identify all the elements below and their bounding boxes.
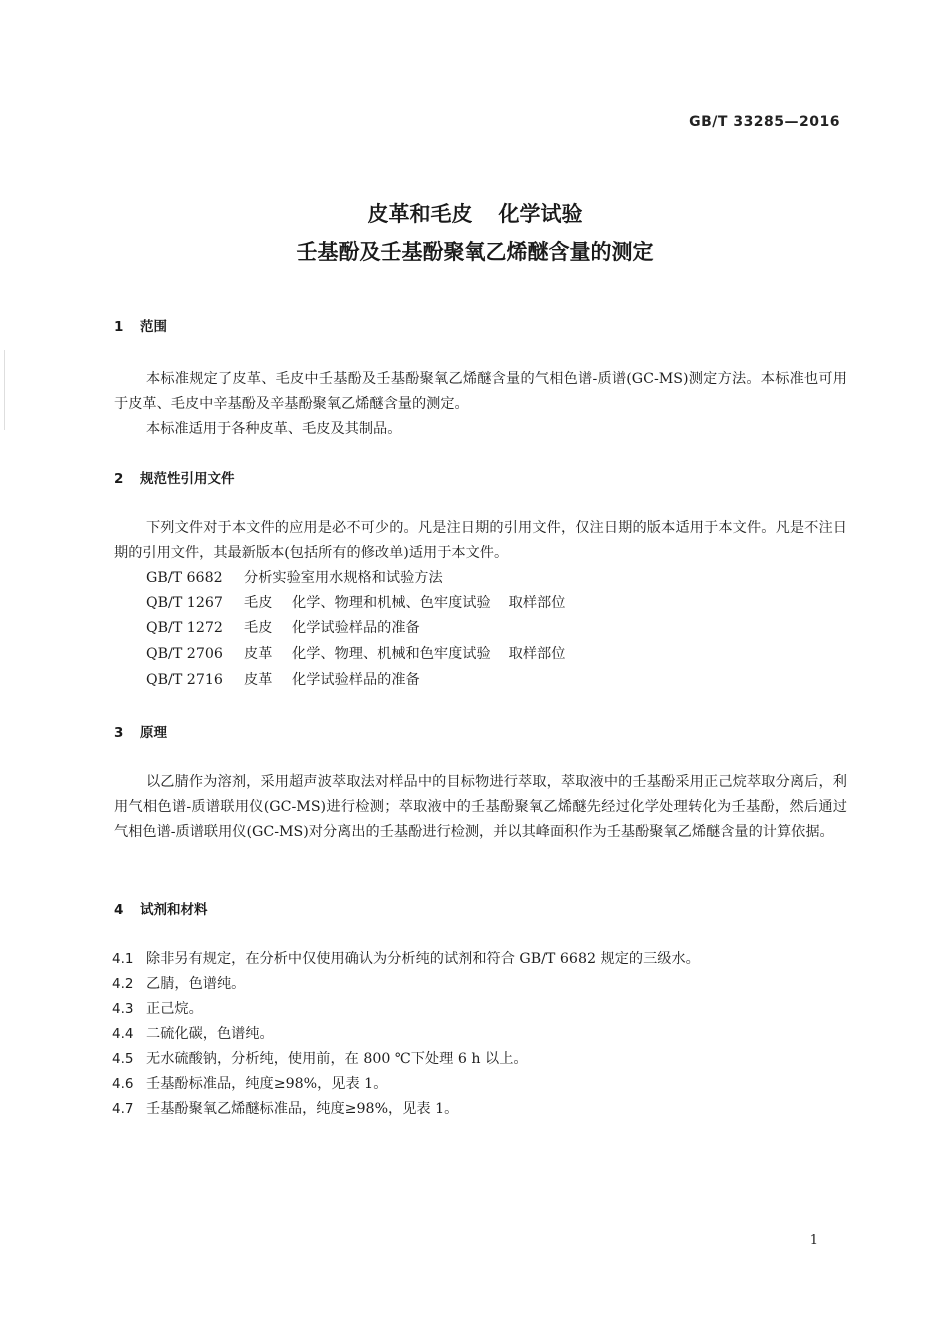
clause-number: 4.2 [112, 976, 134, 992]
section-3-paragraph-1: 以乙腈作为溶剂，采用超声波萃取法对样品中的目标物进行萃取，萃取液中的壬基酚采用正己烷萃取分离后，利用气相色谱-质谱联用仪(GC-MS)进行检测；萃取液中的壬基酚聚氧乙烯醚先经过化学处理转化为壬基酚，然后通过气相色谱-质谱联用仪(GC-MS)对分离出的壬基酚进行检测，并以其峰面积作为壬基酚聚氧乙烯醚含量的计算依据。 [114, 774, 847, 840]
section-1-paragraph-1: 本标准规定了皮革、毛皮中壬基酚及壬基酚聚氧乙烯醚含量的气相色谱-质谱(GC-MS)测定方法。本标准也可用于皮革、毛皮中辛基酚及辛基酚聚氧乙烯醚含量的测定。 [114, 371, 847, 412]
reference-item [146, 616, 420, 641]
clause-text: 壬基酚聚氧乙烯醚标准品，纯度≥98%，见表 1。 [146, 1101, 459, 1117]
reference-title: 化学、物理、机械和色牢度试验 [292, 646, 491, 662]
section-title: 试剂和材料 [140, 902, 208, 918]
section-title: 规范性引用文件 [140, 471, 235, 487]
section-1-heading [114, 315, 167, 335]
clause-item [112, 997, 847, 1022]
clause-item [112, 1097, 847, 1122]
reference-part: 毛皮 [244, 595, 273, 611]
section-4-heading [114, 898, 208, 918]
section-number: 3 [114, 725, 124, 741]
clause-text: 正己烷。 [146, 1001, 203, 1017]
title-line-2: 壬基酚及壬基酚聚氧乙烯醚含量的测定 [296, 240, 654, 264]
reference-title: 化学试验样品的准备 [292, 620, 420, 636]
clause-item [112, 1047, 847, 1072]
standard-number: GB/T 33285—2016 [689, 114, 840, 130]
reference-code: QB/T 1272 [146, 620, 223, 636]
reference-code: GB/T 6682 [146, 570, 223, 586]
reference-title: 化学试验样品的准备 [292, 672, 420, 688]
clause-number: 4.4 [112, 1026, 134, 1042]
reference-part: 皮革 [244, 646, 273, 662]
scan-binding-mark [4, 350, 9, 430]
clause-number: 4.7 [112, 1101, 134, 1117]
clause-text: 二硫化碳，色谱纯。 [146, 1026, 274, 1042]
reference-part: 皮革 [244, 672, 273, 688]
section-title: 原理 [140, 725, 167, 741]
reference-title: 化学、物理和机械、色牢度试验 [292, 595, 491, 611]
section-number: 4 [114, 902, 124, 918]
page-number: 1 [809, 1233, 818, 1248]
section-3-heading [114, 721, 167, 741]
clause-number: 4.3 [112, 1001, 134, 1017]
reference-item [146, 566, 443, 591]
reference-item [146, 642, 565, 667]
section-title: 范围 [140, 319, 167, 335]
title-part-1: 皮革和毛皮 [367, 202, 473, 226]
clause-text: 乙腈，色谱纯。 [146, 976, 246, 992]
clause-item [112, 972, 847, 997]
clause-number: 4.1 [112, 951, 134, 967]
clause-number: 4.6 [112, 1076, 134, 1092]
clause-item [112, 947, 847, 972]
reference-item [146, 668, 420, 693]
document-title [0, 195, 950, 271]
reference-code: QB/T 2716 [146, 672, 223, 688]
clause-text: 无水硫酸钠，分析纯，使用前，在 800 ℃下处理 6 h 以上。 [146, 1051, 528, 1067]
reference-item [146, 591, 565, 616]
clause-text: 壬基酚标准品，纯度≥98%，见表 1。 [146, 1076, 388, 1092]
section-2-heading [114, 467, 235, 487]
title-line-1 [0, 195, 950, 233]
section-2-paragraph-1: 下列文件对于本文件的应用是必不可少的。凡是注日期的引用文件，仅注日期的版本适用于本文件。凡是不注日期的引用文件，其最新版本(包括所有的修改单)适用于本文件。 [114, 520, 847, 561]
reference-title: 分析实验室用水规格和试验方法 [244, 570, 443, 586]
reference-subtitle: 取样部位 [508, 595, 566, 611]
section-number: 2 [114, 471, 124, 487]
section-1-paragraph-2: 本标准适用于各种皮革、毛皮及其制品。 [146, 421, 402, 437]
title-part-2: 化学试验 [498, 202, 583, 226]
reference-code: QB/T 1267 [146, 595, 223, 611]
reference-code: QB/T 2706 [146, 646, 223, 662]
clause-number: 4.5 [112, 1051, 134, 1067]
section-number: 1 [114, 319, 124, 335]
clause-item [112, 1072, 847, 1097]
clause-text: 除非另有规定，在分析中仅使用确认为分析纯的试剂和符合 GB/T 6682 规定的三级水。 [146, 951, 700, 967]
clause-item [112, 1022, 847, 1047]
reference-subtitle: 取样部位 [508, 646, 566, 662]
reference-part: 毛皮 [244, 620, 273, 636]
